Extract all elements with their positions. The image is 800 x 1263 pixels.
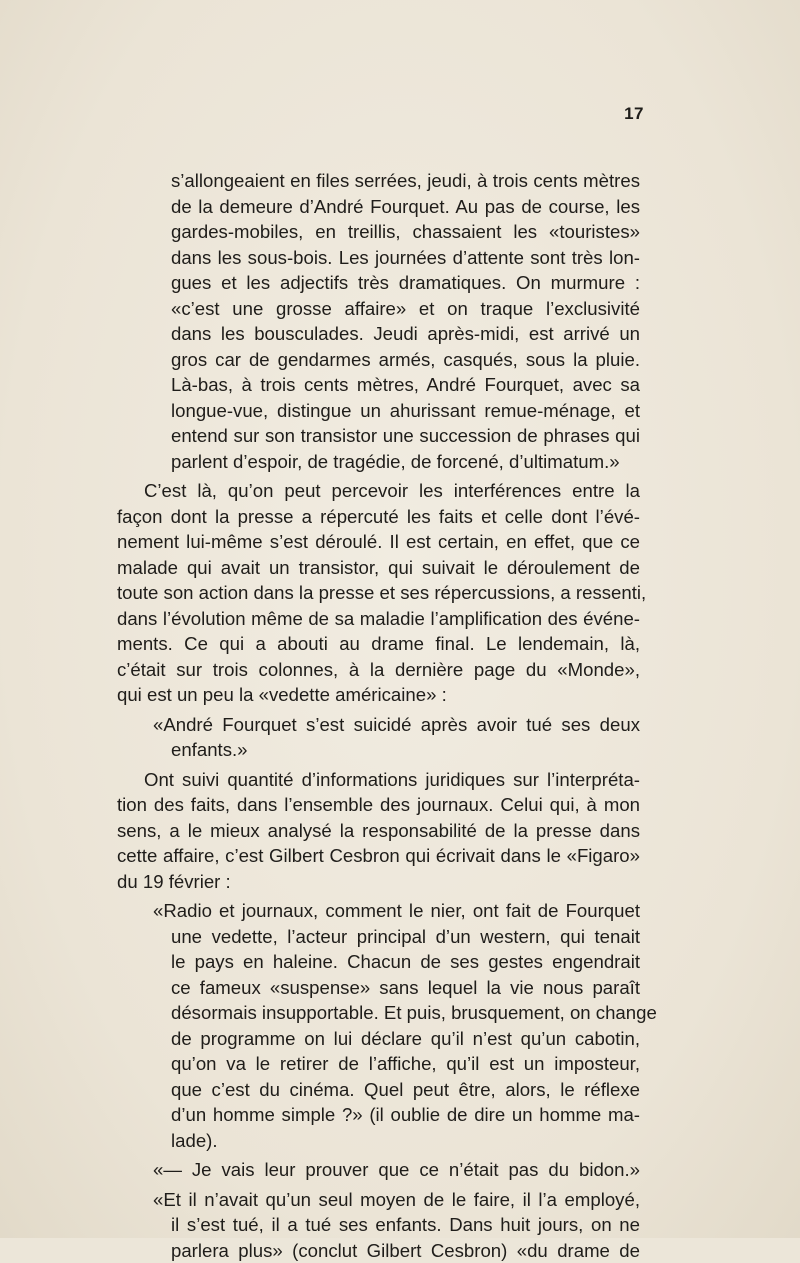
text-line: enfants.» xyxy=(117,737,640,763)
text-line: dans les sous-bois. Les journées d’attente sont très lon- xyxy=(117,245,640,271)
text-line: «Radio et journaux, comment le nier, ont fait de Fourquet xyxy=(117,898,640,924)
text-line: ce fameux «suspense» sans lequel la vie nous paraît xyxy=(117,975,640,1001)
text-line: entend sur son transistor une succession de phrases qui xyxy=(117,423,640,449)
text-line: nement lui-même s’est déroulé. Il est certain, en effet, que ce xyxy=(117,529,640,555)
text-line: une vedette, l’acteur principal d’un western, qui tenait xyxy=(117,924,640,950)
text-line: C’est là, qu’on peut percevoir les interférences entre la xyxy=(117,478,640,504)
text-line: Ont suivi quantité d’informations juridiques sur l’interpréta- xyxy=(117,767,640,793)
text-line: d’un homme simple ?» (il oublie de dire un homme ma- xyxy=(117,1102,640,1128)
text-line: «André Fourquet s’est suicidé après avoir tué ses deux xyxy=(117,712,640,738)
text-line: «c’est une grosse affaire» et on traque l’exclusivité xyxy=(117,296,640,322)
text-line: que c’est du cinéma. Quel peut être, alors, le réflexe xyxy=(117,1077,640,1103)
text-line: le pays en haleine. Chacun de ses gestes engendrait xyxy=(117,949,640,975)
text-line: «Et il n’avait qu’un seul moyen de le faire, il l’a employé, xyxy=(117,1187,640,1213)
text-line: Là-bas, à trois cents mètres, André Fourquet, avec sa xyxy=(117,372,640,398)
text-line: sens, a le mieux analysé la responsabilité de la presse dans xyxy=(117,818,640,844)
text-line: c’était sur trois colonnes, à la dernière page du «Monde», xyxy=(117,657,640,683)
text-line: dans l’évolution même de sa maladie l’amplification des événe- xyxy=(117,606,640,632)
text-line: gues et les adjectifs très dramatiques. On murmure : xyxy=(117,270,640,296)
text-line: de programme on lui déclare qu’il n’est qu’un cabotin, xyxy=(117,1026,640,1052)
text-line: parlera plus» (conclut Gilbert Cesbron) «du drame de xyxy=(117,1238,640,1263)
text-line: lade). xyxy=(117,1128,640,1154)
text-line: malade qui avait un transistor, qui suivait le déroulement de xyxy=(117,555,640,581)
text-line: s’allongeaient en files serrées, jeudi, à trois cents mètres xyxy=(117,168,640,194)
text-line: du 19 février : xyxy=(117,869,640,895)
text-line: qu’on va le retirer de l’affiche, qu’il est un imposteur, xyxy=(117,1051,640,1077)
text-line: désormais insupportable. Et puis, brusquement, on change xyxy=(117,1000,640,1026)
text-line: toute son action dans la presse et ses répercussions, a ressenti, xyxy=(117,580,640,606)
text-line: gardes-mobiles, en treillis, chassaient les «touristes» xyxy=(117,219,640,245)
text-line: de la demeure d’André Fourquet. Au pas de course, les xyxy=(117,194,640,220)
text-line: parlent d’espoir, de tragédie, de forcené, d’ultimatum.» xyxy=(117,449,640,475)
text-line: gros car de gendarmes armés, casqués, sous la pluie. xyxy=(117,347,640,373)
text-line: dans les bousculades. Jeudi après-midi, est arrivé un xyxy=(117,321,640,347)
text-line: «— Je vais leur prouver que ce n’était pas du bidon.» xyxy=(117,1157,640,1183)
text-line: qui est un peu la «vedette américaine» : xyxy=(117,682,640,708)
text-line: cette affaire, c’est Gilbert Cesbron qui écrivait dans le «Figaro» xyxy=(117,843,640,869)
text-line: longue-vue, distingue un ahurissant remue-ménage, et xyxy=(117,398,640,424)
text-line: ments. Ce qui a abouti au drame final. Le lendemain, là, xyxy=(117,631,640,657)
text-line: il s’est tué, il a tué ses enfants. Dans huit jours, on ne xyxy=(117,1212,640,1238)
body-text xyxy=(117,168,640,1263)
text-line: tion des faits, dans l’ensemble des journaux. Celui qui, à mon xyxy=(117,792,640,818)
page-number: 17 xyxy=(614,104,644,124)
text-line: façon dont la presse a répercuté les faits et celle dont l’évé- xyxy=(117,504,640,530)
